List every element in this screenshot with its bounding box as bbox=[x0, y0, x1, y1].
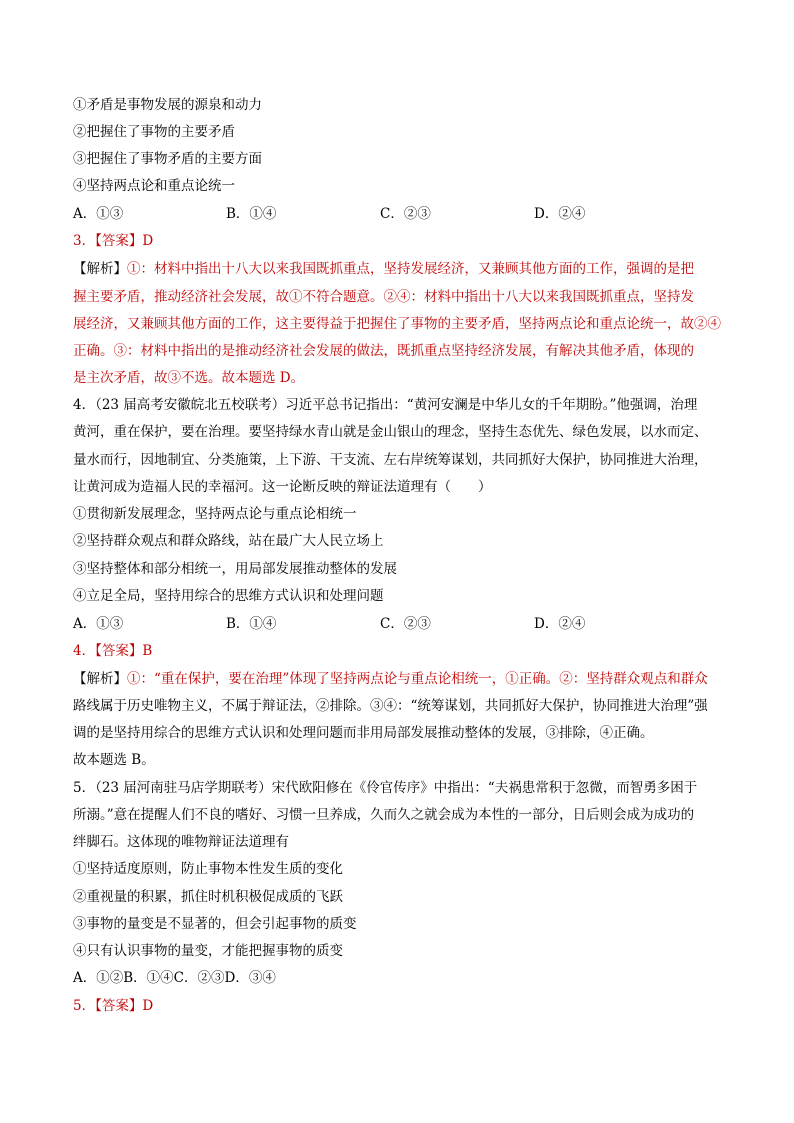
q5-statement-4: ④只有认识事物的量变，才能把握事物的质变 bbox=[73, 943, 343, 959]
q5-statement-2: ②重视量的积累，抓住时机积极促成质的飞跃 bbox=[73, 889, 343, 905]
a5-answer: 5．【答案】D bbox=[73, 998, 154, 1014]
a3-analysis-line-2: 握主要矛盾，推动经济社会发展，故①不符合题意。②④：材料中指出十八大以来我国既抓重点，坚持发 bbox=[73, 289, 694, 305]
q4-stem-line-3: 量水而行，因地制宜、分类施策，上下游、干支流、左右岸统筹谋划，共同抓好大保护，协同推进大治理， bbox=[73, 452, 708, 468]
q5-choices: A．①②B．①④C．②③D．③④ bbox=[73, 970, 276, 986]
q5-stem-line-1: 5．（23 届河南驻马店学期联考）宋代欧阳修在《伶官传序》中指出：“夫祸患常积于忽微，而智勇多困于 bbox=[73, 780, 698, 796]
q4-statement-2: ②坚持群众观点和群众路线，站在最广大人民立场上 bbox=[73, 533, 384, 549]
q4-stem-line-4: 让黄河成为造福人民的幸福河。这一论断反映的辩证法道理有（ ） bbox=[73, 479, 492, 495]
a4-analysis-line-1 bbox=[73, 671, 723, 687]
q5-statement-3: ③事物的量变是不显著的，但会引起事物的质变 bbox=[73, 916, 357, 932]
q2-choice-a: A．①③ bbox=[73, 206, 124, 222]
a4-analysis-line-3: 调的是坚持用综合的思维方式认识和处理问题而非用局部发展推动整体的发展，③排除，④正确。 bbox=[73, 725, 654, 741]
q2-statement-2: ②把握住了事物的主要矛盾 bbox=[73, 124, 235, 140]
q2-statement-3: ③把握住了事物矛盾的主要方面 bbox=[73, 151, 262, 167]
a4-conclusion: 故本题选 B。 bbox=[73, 752, 155, 768]
q4-choice-d: D．②④ bbox=[534, 616, 586, 632]
a3-analysis-line-4: 正确。③：材料中指出的是推动经济社会发展的做法，既抓重点坚持经济发展，有解决其他矛盾，体现的 bbox=[73, 343, 694, 359]
a3-analysis-line-1 bbox=[73, 261, 723, 277]
q4-choice-c: C．②③ bbox=[380, 616, 431, 632]
a3-answer: 3．【答案】D bbox=[73, 233, 154, 249]
q2-choice-b: B．①④ bbox=[226, 206, 277, 222]
q4-choices bbox=[73, 616, 723, 632]
q4-choice-b: B．①④ bbox=[226, 616, 277, 632]
a4-answer: 4．【答案】B bbox=[73, 643, 153, 659]
q4-statement-3: ③坚持整体和部分相统一，用局部发展推动整体的发展 bbox=[73, 561, 397, 577]
q5-stem-line-3: 绊脚石。这体现的唯物辩证法道理有 bbox=[73, 834, 289, 850]
a4-analysis-label: 【解析】 bbox=[73, 671, 127, 687]
q4-choice-a: A．①③ bbox=[73, 616, 124, 632]
q2-choice-c: C．②③ bbox=[380, 206, 431, 222]
q4-statement-4: ④立足全局，坚持用综合的思维方式认识和处理问题 bbox=[73, 588, 384, 604]
a4-analysis-line-2: 路线属于历史唯物主义，不属于辩证法，②排除。③④：“统筹谋划，共同抓好大保护，协同推进大治理”强 bbox=[73, 698, 708, 714]
a4-analysis-text-1: ①：“重在保护，要在治理”体现了坚持两点论与重点论相统一，①正确。②：坚持群众观点和群众 bbox=[127, 671, 708, 687]
a3-analysis-text-1: ①：材料中指出十八大以来我国既抓重点，坚持发展经济，又兼顾其他方面的工作，强调的是把 bbox=[127, 261, 694, 277]
q5-statement-1: ①坚持适度原则，防止事物本性发生质的变化 bbox=[73, 861, 343, 877]
a3-analysis-label: 【解析】 bbox=[73, 261, 127, 277]
a3-analysis-line-5: 是主次矛盾，故③不选。故本题选 D。 bbox=[73, 370, 305, 386]
q4-stem-line-2: 黄河，重在保护，要在治理。要坚持绿水青山就是金山银山的理念，坚持生态优先、绿色发展，以水而定、 bbox=[73, 424, 708, 440]
q2-statement-1: ①矛盾是事物发展的源泉和动力 bbox=[73, 97, 262, 113]
q2-choice-d: D．②④ bbox=[534, 206, 586, 222]
a3-analysis-line-3: 展经济，又兼顾其他方面的工作，这主要得益于把握住了事物的主要矛盾，坚持两点论和重点论统一，故②④ bbox=[73, 316, 721, 332]
q4-stem-line-1: 4．（23 届高考安徽皖北五校联考）习近平总书记指出：“黄河安澜是中华儿女的千年期盼。”他强调，治理 bbox=[73, 397, 698, 413]
q2-choices bbox=[73, 206, 723, 222]
q2-statement-4: ④坚持两点论和重点论统一 bbox=[73, 178, 235, 194]
q4-statement-1: ①贯彻新发展理念，坚持两点论与重点论相统一 bbox=[73, 506, 357, 522]
q5-stem-line-2: 所溺。”意在提醒人们不良的嗜好、习惯一旦养成，久而久之就会成为本性的一部分，日后则会成为成功的 bbox=[73, 807, 695, 823]
